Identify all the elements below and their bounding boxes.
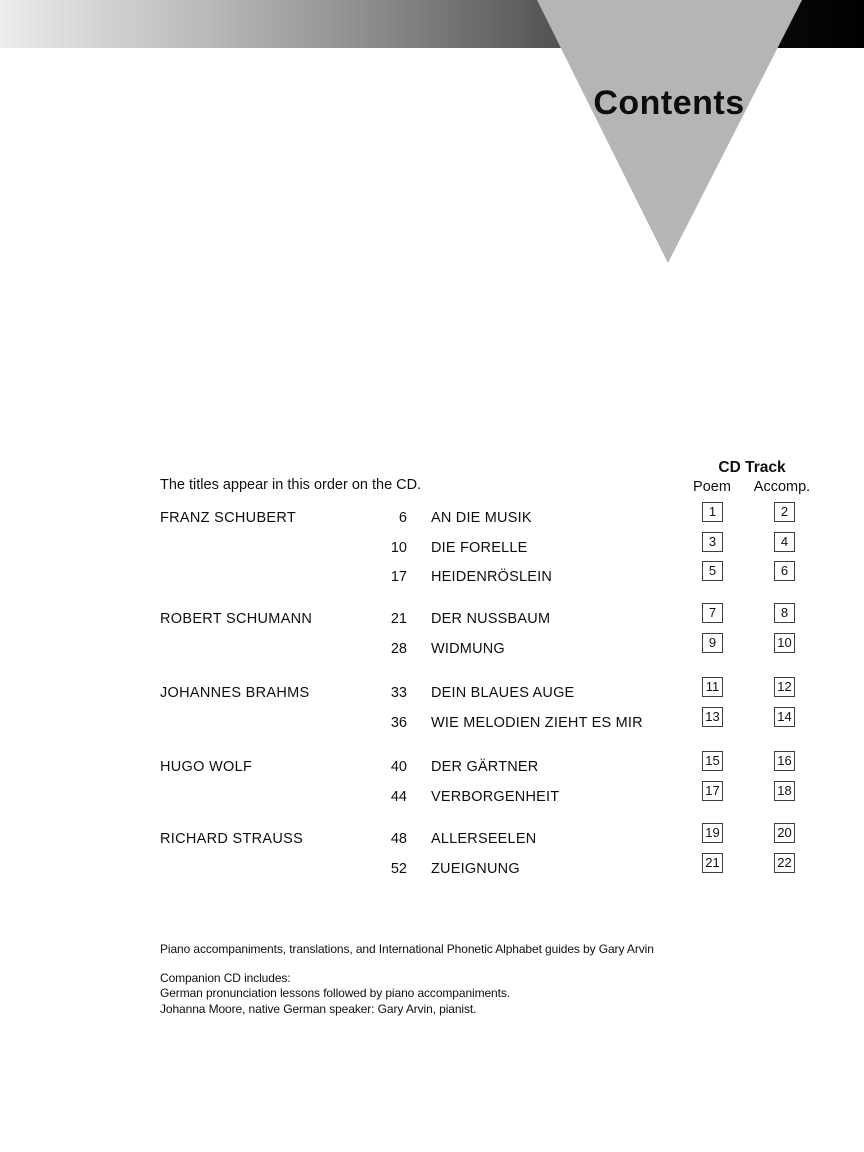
page-number: 36 bbox=[390, 714, 407, 731]
composer-name: ROBERT SCHUMANN bbox=[160, 611, 313, 627]
page-title: Contents bbox=[593, 84, 745, 122]
poem-column-header: Poem bbox=[693, 479, 731, 495]
accomp-track-box: 6 bbox=[774, 561, 795, 581]
cd-info-block bbox=[160, 971, 510, 1017]
cd-info-line: Johanna Moore, native German speaker: Gary Arvin, pianist. bbox=[160, 1001, 477, 1016]
poem-track-box: 19 bbox=[702, 823, 723, 843]
page-number: 40 bbox=[390, 759, 407, 775]
song-title: WIDMUNG bbox=[431, 640, 505, 657]
credits-text: Piano accompaniments, translations, and International Phonetic Alphabet guides by Gary Arvin bbox=[160, 942, 654, 956]
song-title: HEIDENRÖSLEIN bbox=[431, 569, 553, 585]
table-row bbox=[160, 605, 816, 630]
accomp-track-box: 4 bbox=[774, 532, 795, 552]
song-title: ALLERSEELEN bbox=[431, 831, 537, 847]
table-row bbox=[160, 753, 816, 778]
table-row bbox=[160, 679, 816, 704]
cd-info-line: Companion CD includes: bbox=[160, 971, 291, 985]
poem-track-box: 9 bbox=[702, 633, 723, 653]
page-number: 10 bbox=[390, 539, 407, 556]
song-title: DIE FORELLE bbox=[431, 539, 528, 556]
composer-name: RICHARD STRAUSS bbox=[160, 831, 304, 847]
table-row bbox=[160, 504, 816, 529]
poem-track-box: 11 bbox=[702, 677, 723, 697]
page-number: 48 bbox=[390, 831, 407, 847]
song-title: AN DIE MUSIK bbox=[431, 510, 532, 526]
song-title: DER NUSSBAUM bbox=[431, 611, 551, 627]
page-number: 33 bbox=[390, 685, 407, 701]
composer-name: JOHANNES BRAHMS bbox=[160, 685, 310, 701]
song-title: DER GÄRTNER bbox=[431, 759, 539, 775]
accomp-track-box: 8 bbox=[774, 603, 795, 623]
table-row bbox=[160, 782, 816, 808]
page-number: 21 bbox=[390, 611, 407, 627]
song-title: DEIN BLAUES AUGE bbox=[431, 685, 575, 701]
poem-track-box: 3 bbox=[702, 532, 723, 552]
table-row bbox=[160, 563, 816, 588]
accomp-track-box: 18 bbox=[774, 781, 795, 801]
table-row bbox=[160, 825, 816, 850]
poem-track-box: 13 bbox=[702, 707, 723, 727]
song-title: VERBORGENHEIT bbox=[431, 788, 560, 805]
cd-info-line: German pronunciation lessons followed by piano accompaniments. bbox=[160, 986, 510, 1001]
poem-track-box: 17 bbox=[702, 781, 723, 801]
page-number: 44 bbox=[390, 788, 407, 805]
composer-name: FRANZ SCHUBERT bbox=[160, 510, 297, 526]
accomp-column-header: Accomp. bbox=[753, 479, 811, 495]
song-title: WIE MELODIEN ZIEHT ES MIR bbox=[431, 714, 643, 731]
accomp-track-box: 14 bbox=[774, 707, 795, 727]
composer-name: HUGO WOLF bbox=[160, 759, 253, 775]
page-number: 28 bbox=[390, 640, 407, 657]
table-row bbox=[160, 708, 816, 734]
poem-track-box: 5 bbox=[702, 561, 723, 581]
page-number: 6 bbox=[398, 510, 407, 526]
accomp-track-box: 12 bbox=[774, 677, 795, 697]
poem-track-box: 15 bbox=[702, 751, 723, 771]
accomp-track-box: 2 bbox=[774, 502, 795, 522]
table-row bbox=[160, 854, 816, 880]
intro-text: The titles appear in this order on the CD. bbox=[160, 477, 422, 493]
song-title: ZUEIGNUNG bbox=[431, 860, 520, 877]
poem-track-box: 7 bbox=[702, 603, 723, 623]
accomp-track-box: 20 bbox=[774, 823, 795, 843]
accomp-track-box: 16 bbox=[774, 751, 795, 771]
poem-track-box: 1 bbox=[702, 502, 723, 522]
table-row bbox=[160, 533, 816, 559]
contents-table bbox=[160, 0, 816, 1152]
table-row bbox=[160, 634, 816, 660]
page-number: 52 bbox=[390, 860, 407, 877]
accomp-track-box: 10 bbox=[774, 633, 795, 653]
accomp-track-box: 22 bbox=[774, 853, 795, 873]
poem-track-box: 21 bbox=[702, 853, 723, 873]
cd-track-column-header: CD Track bbox=[718, 459, 786, 476]
page-number: 17 bbox=[390, 569, 407, 585]
